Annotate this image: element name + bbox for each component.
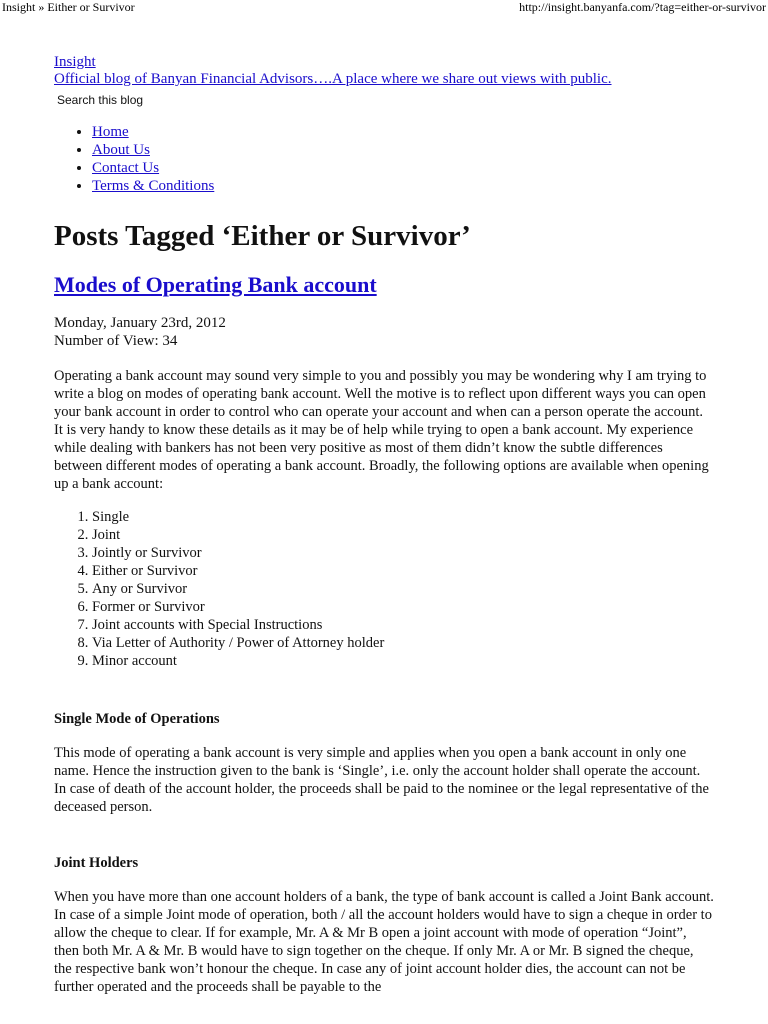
post-title-link[interactable]: Modes of Operating Bank account — [54, 272, 377, 297]
list-item: 5. Any or Survivor — [92, 580, 714, 598]
post-meta — [54, 314, 714, 350]
nav-item-contact — [92, 159, 714, 177]
post-intro: Operating a bank account may sound very simple to you and possibly you may be wondering why I am trying to write a blog on modes of operating bank account. Well the motive is to reflect upon different ways you can open your bank account in order to control who can operate your account and when can a person operate the account. It is very handy to know these details as it may be of help while trying to open a bank account. My experience while dealing with bankers has not been very positive as most of them didn’t know the subtle differences between different modes of operating a bank account. Broadly, the following options are available when opening up a bank account: — [54, 368, 709, 492]
print-header — [0, 0, 768, 16]
section-body-single: This mode of operating a bank account is very simple and applies when you open a bank account in only one name. Hence the instruction given to the bank is ‘Single’, i.e. only the account holder shall operate the account. In case of death of the account holder, the proceeds shall be paid to the nominee or the legal representative of the deceased person. — [54, 745, 709, 815]
list-item: 7. Joint accounts with Special Instructions — [92, 616, 714, 634]
list-item: 6. Former or Survivor — [92, 598, 714, 616]
list-item: 8. Via Letter of Authority / Power of Attorney holder — [92, 634, 714, 652]
list-item: 2. Joint — [92, 526, 714, 544]
search-label: Search this blog — [57, 93, 144, 107]
nav-item-about — [92, 141, 714, 159]
site-description-link[interactable]: Official blog of Banyan Financial Advisors….A place where we share out views with public. — [54, 71, 612, 87]
site-title-link[interactable]: Insight — [54, 54, 96, 70]
nav-link-home[interactable]: Home — [92, 124, 129, 140]
post-title — [54, 271, 714, 299]
print-header-url: http://insight.banyanfa.com/?tag=either-or-survivor — [519, 0, 766, 14]
nav-link-about[interactable]: About Us — [92, 142, 150, 158]
nav-item-home — [92, 123, 714, 141]
main-nav — [54, 123, 714, 195]
section-heading-joint: Joint Holders — [54, 855, 139, 871]
section-heading-single: Single Mode of Operations — [54, 711, 220, 727]
section-body-joint: When you have more than one account holders of a bank, the type of bank account is called a Joint Bank account. In case of a simple Joint mode of operation, both / all the account holders would have to sign a cheque in order to allow the cheque to clear. If for example, Mr. A & Mr B open a joint account with mode of operation “Joint”, then both Mr. A & Mr. B would have to sign together on the cheque. If only Mr. A or Mr. B signed the cheque, the respective bank won’t honour the cheque. In case any of joint account holder dies, the account can not be further operated and the proceeds shall be payable to the — [54, 889, 714, 995]
post-date: Monday, January 23rd, 2012 — [54, 315, 226, 331]
print-header-title: Insight » Either or Survivor — [2, 0, 135, 14]
modes-list — [54, 508, 714, 670]
post-view-count: Number of View: 34 — [54, 333, 178, 349]
list-item: 3. Jointly or Survivor — [92, 544, 714, 562]
nav-link-terms[interactable]: Terms & Conditions — [92, 178, 215, 194]
nav-link-contact[interactable]: Contact Us — [92, 160, 160, 176]
page-heading: Posts Tagged ‘Either or Survivor’ — [54, 220, 471, 252]
nav-item-terms — [92, 177, 714, 195]
list-item: 4. Either or Survivor — [92, 562, 714, 580]
list-item: 1. Single — [92, 508, 714, 526]
list-item: 9. Minor account — [92, 652, 714, 670]
page-content — [54, 54, 714, 996]
